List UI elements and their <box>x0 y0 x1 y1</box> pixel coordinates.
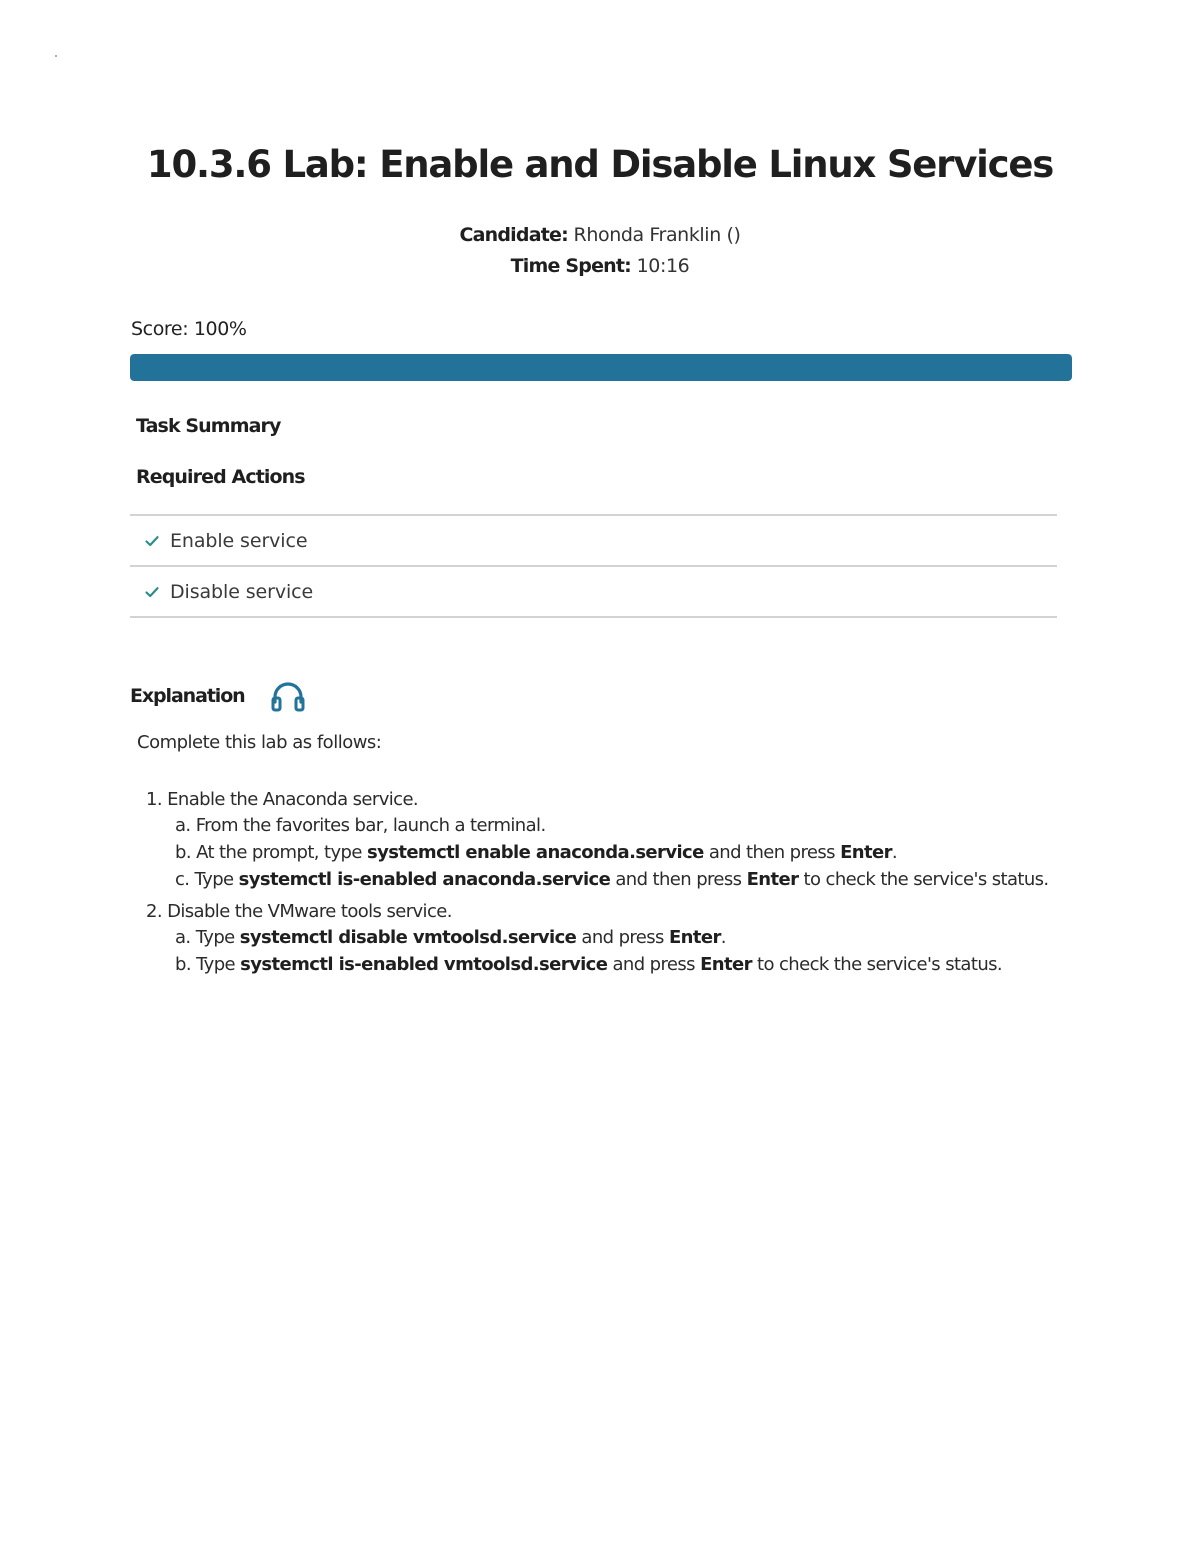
substep-letter: a. <box>175 815 196 836</box>
headphones-icon[interactable] <box>271 680 305 712</box>
candidate-line <box>0 224 1200 246</box>
explanation-heading: Explanation <box>130 685 245 707</box>
substep-text: and then press <box>703 842 841 863</box>
step-number: 1. <box>146 789 168 810</box>
check-icon <box>144 533 160 549</box>
substep-letter: b. <box>175 954 197 975</box>
explanation-header <box>130 680 305 712</box>
check-icon <box>144 584 160 600</box>
substep-text: Type <box>194 869 239 890</box>
step-text: Enable the Anaconda service. <box>167 789 419 810</box>
substep-text: and then press <box>610 869 747 890</box>
step-line <box>146 899 1049 924</box>
command-text: systemctl is-enabled anaconda.service <box>238 869 611 890</box>
substep-item <box>175 951 1049 978</box>
substep-text: to check the service's status. <box>751 954 1003 975</box>
command-text: systemctl enable anaconda.service <box>366 842 704 863</box>
substep-item <box>175 924 1049 951</box>
substep-text: and press <box>607 954 701 975</box>
page-title: 10.3.6 Lab: Enable and Disable Linux Services <box>146 143 1054 186</box>
substep-item <box>175 812 1049 839</box>
substep-item <box>175 866 1049 893</box>
command-text: systemctl disable vmtoolsd.service <box>239 927 577 948</box>
substep-text: to check the service's status. <box>798 869 1049 890</box>
step-line <box>146 787 1049 812</box>
substep-letter: c. <box>175 869 195 890</box>
substep-text: . <box>891 842 898 863</box>
command-text: Enter <box>668 927 721 948</box>
substep-list <box>146 812 1049 893</box>
stray-dot <box>55 55 57 57</box>
step-item <box>146 787 1049 893</box>
substep-item <box>175 839 1049 866</box>
step-number: 2. <box>146 901 168 922</box>
time-spent-line <box>0 255 1200 277</box>
substep-text: Type <box>195 927 240 948</box>
time-spent-label: Time Spent: <box>510 255 631 277</box>
score-progress-fill <box>130 354 1072 381</box>
candidate-value: Rhonda Franklin () <box>573 224 741 246</box>
explanation-steps <box>146 787 1049 984</box>
substep-text: At the prompt, type <box>196 842 367 863</box>
explanation-intro: Complete this lab as follows: <box>137 732 382 753</box>
substep-letter: b. <box>175 842 197 863</box>
substep-text: From the favorites bar, launch a terminal. <box>195 815 546 836</box>
score-label: Score: 100% <box>131 318 247 340</box>
action-label: Disable service <box>170 580 314 603</box>
time-spent-value: 10:16 <box>636 255 690 277</box>
step-text: Disable the VMware tools service. <box>167 901 452 922</box>
required-actions-heading: Required Actions <box>136 466 305 488</box>
list-item <box>130 567 1057 618</box>
substep-text: . <box>720 927 726 948</box>
required-actions-list <box>130 514 1057 618</box>
task-summary-heading: Task Summary <box>136 415 281 437</box>
command-text: Enter <box>840 842 892 863</box>
command-text: Enter <box>746 869 799 890</box>
list-item <box>130 516 1057 567</box>
candidate-label: Candidate: <box>459 224 568 246</box>
command-text: systemctl is-enabled vmtoolsd.service <box>240 954 608 975</box>
step-item <box>146 899 1049 978</box>
substep-text: and press <box>576 927 669 948</box>
score-progress-bar <box>130 354 1072 381</box>
action-label: Enable service <box>170 529 308 552</box>
substep-list <box>146 924 1049 978</box>
substep-text: Type <box>196 954 241 975</box>
substep-letter: a. <box>175 927 196 948</box>
command-text: Enter <box>700 954 752 975</box>
